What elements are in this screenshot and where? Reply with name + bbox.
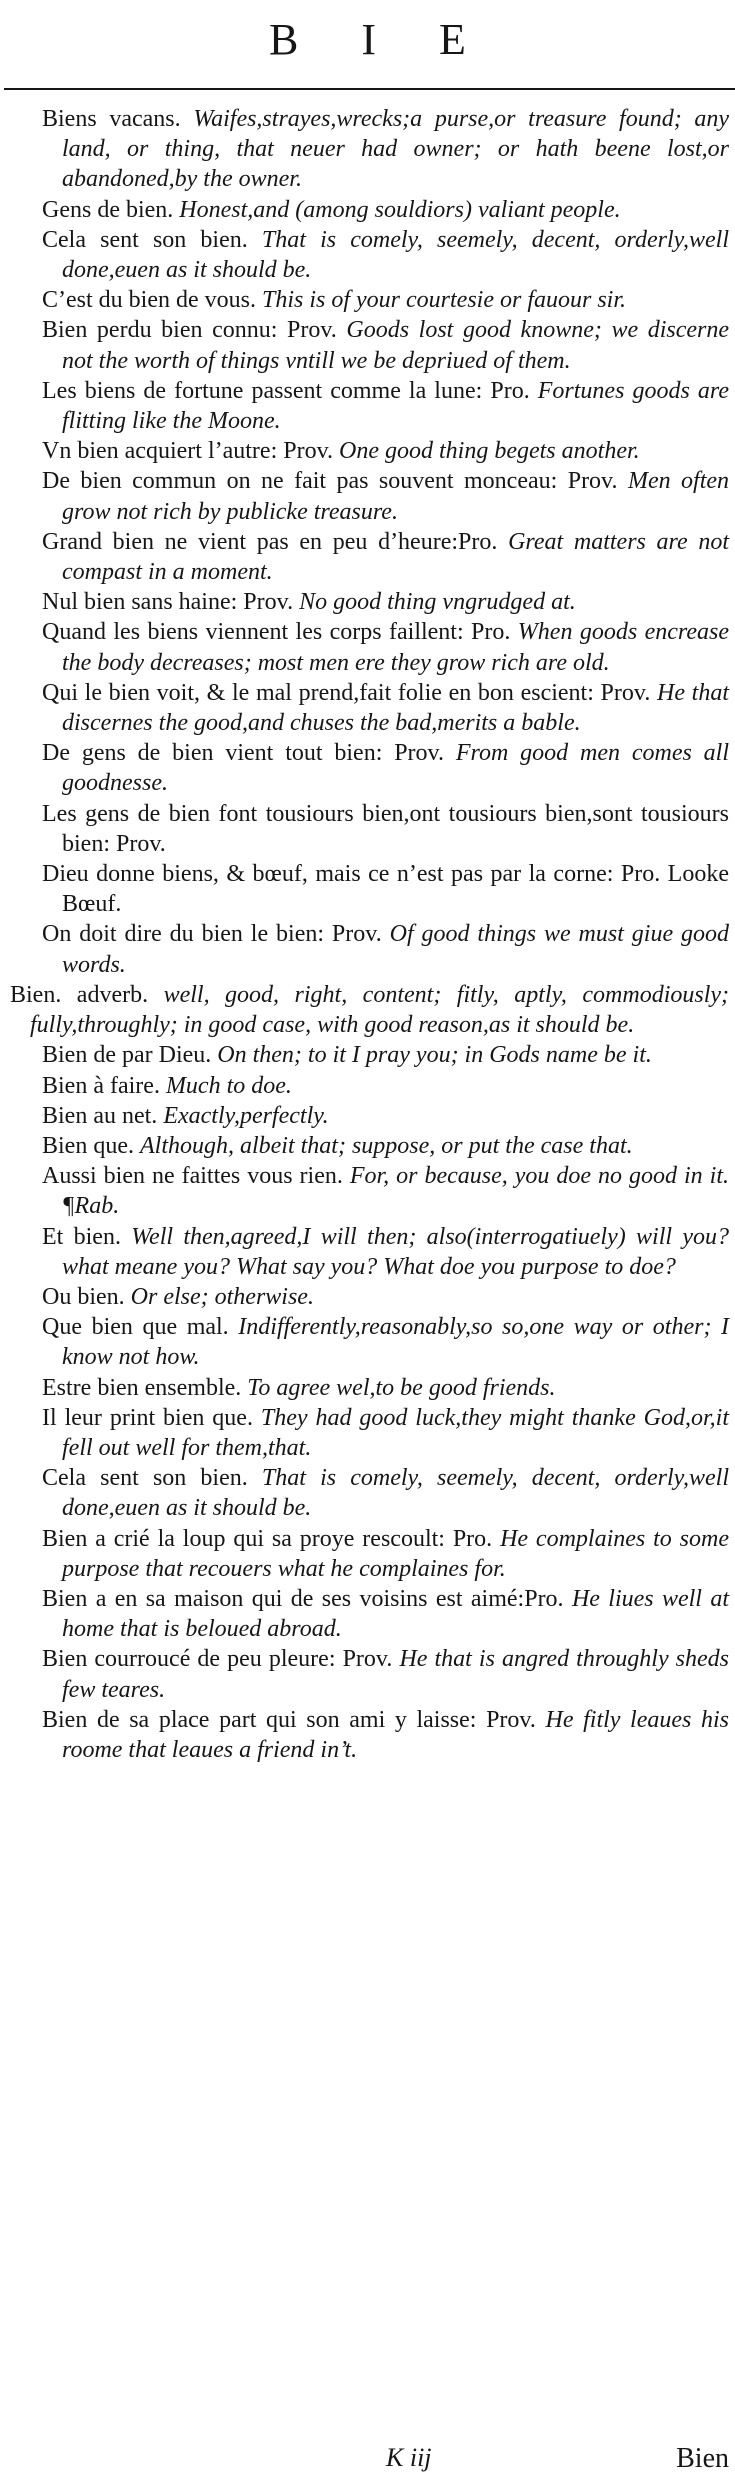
entry-english: Although, albeit that; suppose, or put the case that. — [139, 1132, 633, 1159]
dictionary-entry — [0, 1222, 735, 1282]
dictionary-entry — [0, 436, 735, 466]
entry-french: Bien que. — [42, 1132, 134, 1159]
entry-english: Indifferently,reasonably,so so,one way or other; I know not how. — [62, 1314, 730, 1371]
dictionary-entry — [0, 1644, 735, 1704]
entry-french: C’est du bien de vous. — [42, 287, 256, 314]
entry-english: They had good luck,they might thanke God,or,it fell out well for them,that. — [62, 1404, 729, 1461]
dictionary-entry — [0, 1131, 735, 1161]
catchword: Bien — [676, 2443, 729, 2474]
entry-french: Et bien. — [42, 1223, 121, 1250]
entry-english: Of good things we must giue good words. — [62, 921, 730, 978]
entry-english: Exactly,perfectly. — [163, 1102, 329, 1129]
entry-english: He that discernes the good,and chuses the bad,merits a bable. — [62, 679, 730, 737]
dictionary-entry — [0, 1373, 735, 1403]
entry-english: He that is angred throughly sheds few teares. — [62, 1646, 729, 1703]
dictionary-entry — [0, 1101, 735, 1131]
entry-french: On doit dire du bien le bien: Prov. — [42, 921, 382, 948]
dictionary-entries — [0, 104, 735, 1765]
dictionary-entry — [0, 799, 735, 859]
entry-french: Bien. adverb. — [10, 981, 149, 1008]
entry-english: This is of your courtesie or fauour sir. — [261, 287, 627, 314]
entry-english: Goods lost good knowne; we discerne not the worth of things vntill we be depriued of them. — [62, 317, 730, 374]
dictionary-entry — [0, 1403, 735, 1463]
entry-french: Bien au net. — [42, 1102, 158, 1129]
entry-english: No good thing vngrudged at. — [299, 589, 576, 616]
entry-french: De bien commun on ne fait pas souvent monceau: Prov. — [42, 468, 618, 495]
entry-french: Que bien que mal. — [42, 1314, 229, 1341]
entry-english: Honest,and (among souldiors) valiant people. — [179, 196, 621, 223]
entry-english: Waifes,strayes,wrecks;a purse,or treasure found; any land, or thing, that neuer had owner; or hath beene lost,or abandoned,by the owner. — [62, 106, 730, 193]
dictionary-entry — [0, 1040, 735, 1070]
entry-english: That is comely, seemely, decent, orderly,well done,euen as it should be. — [62, 1465, 729, 1522]
entry-english: Well then,agreed,I will then; also(interrogatiuely) will you? what meane you? What say you? What doe you purpose to doe? — [62, 1223, 729, 1280]
entry-french: Quand les biens viennent les corps faillent: Pro. — [42, 619, 511, 646]
entry-french: Bien a en sa maison qui de ses voisins est aimé:Pro. — [42, 1585, 564, 1612]
entry-english: On then; to it I pray you; in Gods name be it. — [217, 1042, 652, 1069]
dictionary-entry — [0, 738, 735, 798]
entry-english: Men often grow not rich by publicke treasure. — [62, 468, 730, 525]
dictionary-entry — [0, 1524, 735, 1584]
entry-french: Gens de bien. — [42, 196, 174, 223]
entry-french: Bien de par Dieu. — [42, 1042, 212, 1069]
header-rule — [4, 88, 735, 90]
entry-english: well, good, right, content; fitly, aptly, commodiously; fully,throughly; in good case, with good reason,as it should be. — [30, 981, 730, 1039]
dictionary-entry — [0, 315, 735, 375]
entry-french: Biens vacans. — [42, 106, 181, 132]
entry-english: One good thing begets another. — [339, 438, 640, 465]
dictionary-entry — [0, 376, 735, 436]
page-header — [0, 8, 735, 78]
entry-french: Bien à faire. — [42, 1072, 160, 1099]
entry-french: Ou bien. — [42, 1283, 125, 1310]
entry-french: Vn bien acquiert l’autre: Prov. — [42, 438, 334, 465]
entry-french: Bien de sa place part qui son ami y laisse: Prov. — [42, 1706, 536, 1733]
entry-english: Fortunes goods are flitting like the Moone. — [62, 377, 729, 435]
entry-english: Much to doe. — [165, 1072, 292, 1099]
entry-english: Or else; otherwise. — [130, 1283, 314, 1310]
dictionary-entry — [0, 1312, 735, 1372]
entry-english: He fitly leaues his roome that leaues a friend in’t. — [62, 1706, 729, 1763]
dictionary-entry — [0, 859, 735, 919]
dictionary-entry — [0, 919, 735, 979]
dictionary-entry — [0, 285, 735, 315]
dictionary-entry — [0, 617, 735, 677]
dictionary-entry — [0, 527, 735, 587]
dictionary-entry — [0, 980, 735, 1040]
running-head: B I E — [269, 15, 492, 64]
entry-french: Cela sent son bien. — [42, 1465, 248, 1492]
entry-english: That is comely, seemely, decent, orderly,well done,euen as it should be. — [62, 226, 729, 284]
dictionary-entry — [0, 466, 735, 526]
dictionary-entry — [0, 678, 735, 738]
entry-english: To agree wel,to be good friends. — [247, 1374, 556, 1401]
entry-english: When goods encrease the body decreases; most men ere they grow rich are old. — [62, 619, 729, 676]
dictionary-entry — [0, 104, 735, 195]
entry-french: Qui le bien voit, & le mal prend,fait folie en bon escient: Prov. — [42, 679, 651, 706]
entry-french: Cela sent son bien. — [42, 226, 248, 253]
entry-french: Il leur print bien que. — [42, 1404, 253, 1431]
entry-french: Bien courroucé de peu pleure: Prov. — [42, 1646, 393, 1673]
entry-french: Bien a crié la loup qui sa proye rescoult: Pro. — [42, 1525, 493, 1552]
entry-french: Grand bien ne vient pas en peu d’heure:Pro. — [42, 528, 498, 555]
entry-french: Les gens de bien font tousiours bien,ont tousiours bien,sont tousiours bien: Prov. — [42, 800, 729, 857]
entry-english: From good men comes all goodnesse. — [62, 740, 729, 797]
dictionary-entry — [0, 1705, 735, 1765]
dictionary-entry — [0, 195, 735, 225]
dictionary-entry — [0, 225, 735, 285]
dictionary-entry — [0, 1282, 735, 1312]
dictionary-entry — [0, 1584, 735, 1644]
entry-english: Great matters are not compast in a moment. — [62, 528, 730, 586]
entry-french: Estre bien ensemble. — [42, 1374, 242, 1401]
entry-french: Les biens de fortune passent comme la lune: Pro. — [42, 377, 530, 404]
entry-english: He liues well at home that is beloued abroad. — [62, 1585, 730, 1643]
entry-french: De gens de bien vient tout bien: Prov. — [42, 740, 444, 767]
entry-french: Dieu donne biens, & bœuf, mais ce n’est pas par la corne: Pro. Looke Bœuf. — [42, 861, 729, 918]
entry-french: Aussi bien ne faittes vous rien. — [42, 1163, 343, 1190]
signature-mark: K iij — [386, 2443, 432, 2472]
entry-english: For, or because, you doe no good in it. ¶Rab. — [62, 1163, 729, 1220]
entry-french: Nul bien sans haine: Prov. — [42, 589, 294, 616]
dictionary-entry — [0, 1463, 735, 1523]
dictionary-entry — [0, 1071, 735, 1101]
entry-english: He complaines to some purpose that recouers what he complaines for. — [62, 1525, 730, 1582]
dictionary-entry — [0, 587, 735, 617]
dictionary-entry — [0, 1161, 735, 1221]
entry-french: Bien perdu bien connu: Prov. — [42, 317, 337, 344]
page-footer — [0, 2443, 735, 2479]
